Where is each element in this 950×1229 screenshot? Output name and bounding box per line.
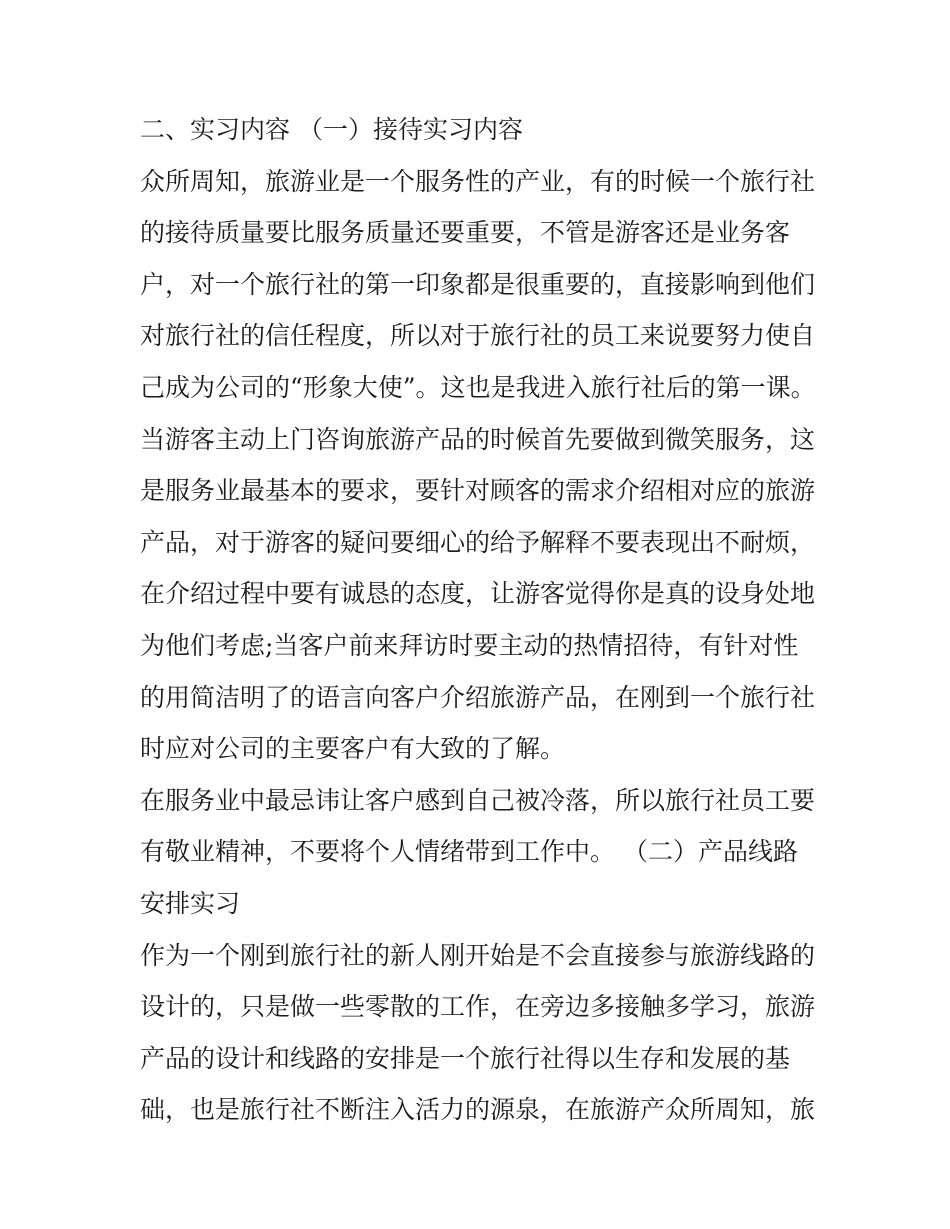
text-line: 当游客主动上门咨询旅游产品的时候首先要做到微笑服务，这 xyxy=(140,424,816,454)
text-line: 有敬业精神，不要将个人情绪带到工作中。 （二）产品线路 xyxy=(140,837,798,867)
text-line: 对旅行社的信任程度，所以对于旅行社的员工来说要努力使自 xyxy=(140,321,816,351)
text-line: 的用简洁明了的语言向客户介绍旅游产品，在刚到一个旅行社 xyxy=(140,682,816,712)
body-text xyxy=(140,104,820,1136)
text-line: 作为一个刚到旅行社的新人刚开始是不会直接参与旅游线路的 xyxy=(140,940,816,970)
section-heading: 二、实习内容 （一）接待实习内容 xyxy=(140,115,523,144)
text-line: 时应对公司的主要客户有大致的了解。 xyxy=(140,734,566,764)
text-line: 众所周知，旅游业是一个服务性的产业，有的时候一个旅行社 xyxy=(140,166,816,196)
text-line: 础，也是旅行社不断注入活力的源泉，在旅游产众所周知，旅 xyxy=(140,1095,816,1125)
text-line: 的接待质量要比服务质量还要重要，不管是游客还是业务客 xyxy=(140,218,791,248)
text-line: 安排实习 xyxy=(140,888,241,918)
text-line: 己成为公司的“形象大使”。这也是我进入旅行社后的第一课。 xyxy=(140,372,816,402)
text-line: 产品的设计和线路的安排是一个旅行社得以生存和发展的基 xyxy=(140,1043,791,1073)
text-line: 为他们考虑;当客户前来拜访时要主动的热情招待，有针对性 xyxy=(140,630,799,660)
text-line: 产品，对于游客的疑问要细心的给予解释不要表现出不耐烦， xyxy=(140,527,816,557)
text-line: 设计的，只是做一些零散的工作，在旁边多接触多学习，旅游 xyxy=(140,992,816,1022)
text-line: 在服务业中最忌讳让客户感到自己被冷落，所以旅行社员工要 xyxy=(140,785,816,815)
text-line: 是服务业最基本的要求，要针对顾客的需求介绍相对应的旅游 xyxy=(140,476,816,506)
text-line: 在介绍过程中要有诚恳的态度，让游客觉得你是真的设身处地 xyxy=(140,579,816,609)
text-line: 户，对一个旅行社的第一印象都是很重要的，直接影响到他们 xyxy=(140,269,816,299)
